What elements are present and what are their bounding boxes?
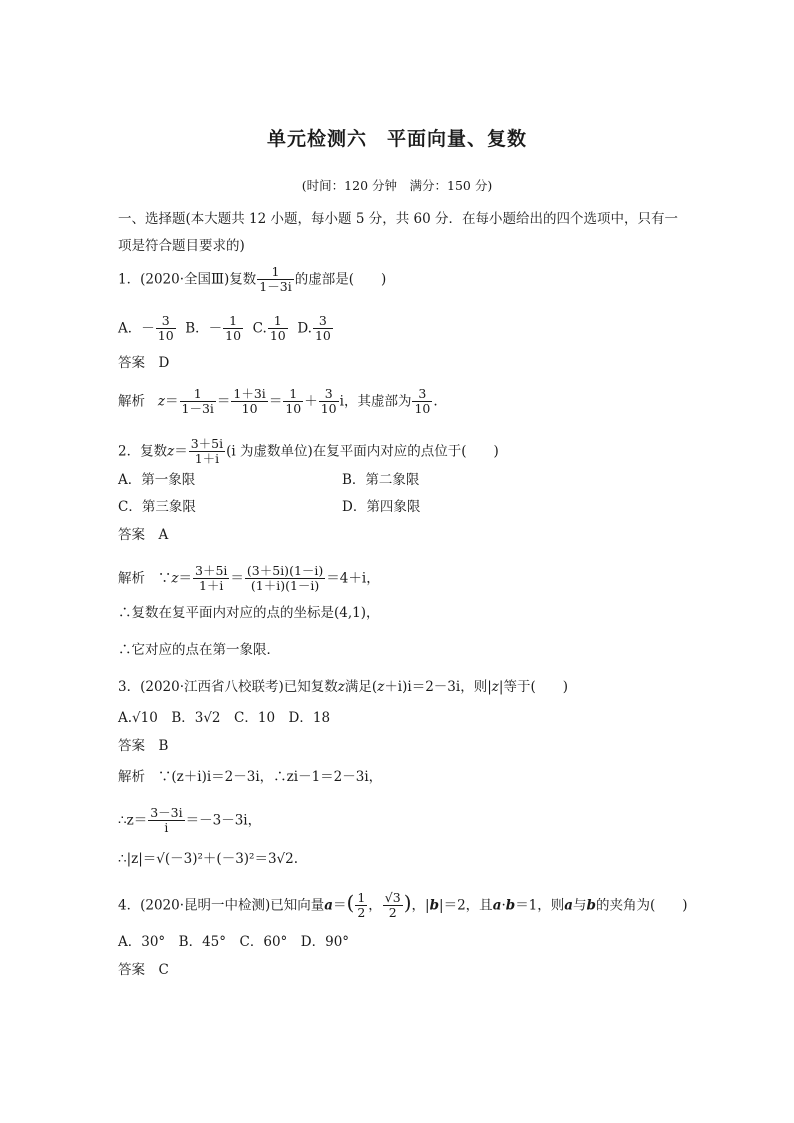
q2-option-a: A．第一象限 — [118, 472, 196, 488]
q1-prefix: 1．(2020·全国Ⅲ)复数 — [118, 271, 257, 288]
q3-stem: 3．(2020·江西省八校联考)已知复数z满足(z＋i)i＝2－3i，则|z|等于( ) — [118, 679, 568, 695]
q4-answer: 答案 C — [118, 962, 169, 978]
q3-options: A.√10 B．3√2 C．10 D．18 — [118, 710, 331, 726]
page-subtitle: (时间：120 分钟 满分：150 分) — [301, 178, 493, 193]
q3-answer: 答案 B — [118, 738, 169, 754]
q2-solution-line2: ∴复数在复平面内对应的点的坐标是(4,1)， — [118, 605, 380, 621]
q1-solution: 解析 z＝ $\frac{1}{1-3i}$ ＝ $\frac{1+3i}{10}$ ＝ $\frac{1}{10}$ ＋ $\frac{3}{10}$ i，其虚部为 $\frac{3}{10}$ . — [118, 386, 438, 417]
q1-fraction: $\frac{1}{1-3i}$ — [259, 264, 292, 295]
q2-answer: 答案 A — [118, 527, 169, 543]
section-heading-line1: 一、选择题(本大题共 12 小题，每小题 5 分，共 60 分．在每小题给出的四个选项中，只有一 — [118, 211, 678, 227]
page-title: 单元检测六 平面向量、复数 — [266, 128, 527, 150]
q4-options: A．30° B．45° C．60° D．90° — [118, 934, 350, 950]
q1-options: A．－ $\frac{3}{10}$ B．－ $\frac{1}{10}$ C. $\frac{1}{10}$ D. $\frac{3}{10}$ — [118, 313, 331, 344]
q1-suffix: 的虚部是( ) — [294, 271, 387, 288]
q1-answer: 答案 D — [118, 355, 170, 371]
q3-solution-line1: 解析 ∵(z＋i)i＝2－3i，∴zi－1＝2－3i， — [118, 769, 383, 785]
q1-stem — [118, 265, 386, 295]
q2-option-d: D．第四象限 — [342, 499, 421, 515]
q3-solution-line3: ∴|z|＝√(－3)²＋(－3)²＝3√2. — [118, 851, 299, 867]
q2-stem: 2．复数z＝ $\frac{3+5i}{1+i}$ (i 为虚数单位)在复平面内对应的点位于( ) — [118, 436, 499, 467]
q2-option-c: C．第三象限 — [118, 499, 196, 515]
q2-option-b: B．第二象限 — [342, 472, 420, 488]
q3-solution-line2: ∴z＝ $\frac{3-3i}{i}$ ＝－3－3i， — [118, 805, 262, 836]
section-heading-line2: 项是符合题目要求的) — [118, 238, 245, 254]
q4-stem: 4．(2020·昆明一中检测)已知向量a＝( $\frac{1}{2}$ ， $\frac{√3}{2}$ )，|b|＝2，且a·b＝1，则a与b的夹角为( ) — [118, 890, 688, 921]
q2-solution-line3: ∴它对应的点在第一象限． — [118, 642, 280, 658]
q2-solution: 解析 ∵z＝ $\frac{3+5i}{1+i}$ ＝ $\frac{(3+5i)(1-i)}{(1+i)(1-i)}$ ＝4＋i， — [118, 563, 380, 594]
